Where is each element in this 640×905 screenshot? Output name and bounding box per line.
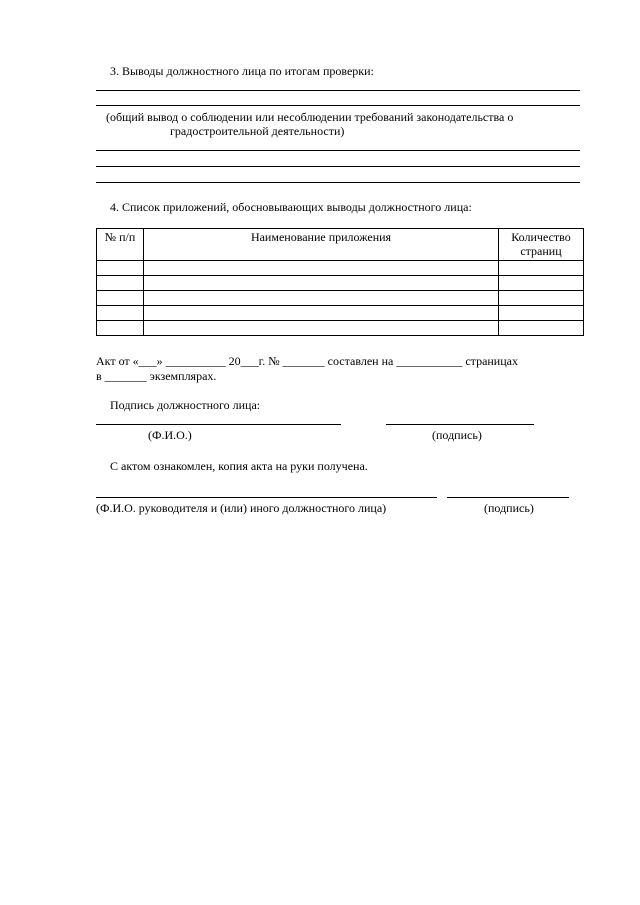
table-cell[interactable] [97, 291, 144, 306]
table-cell[interactable] [499, 276, 584, 291]
col-header-pages: Количество страниц [499, 229, 584, 261]
table-cell[interactable] [499, 261, 584, 276]
fill-line [96, 150, 580, 151]
table-cell[interactable] [499, 291, 584, 306]
section4-heading: 4. Список приложений, обосновывающих выводы должностного лица: [110, 200, 472, 214]
table-cell[interactable] [144, 291, 499, 306]
sign-caption: (подпись) [432, 428, 482, 442]
act-line2: в _______ экземплярах. [96, 369, 217, 383]
table-cell[interactable] [97, 321, 144, 336]
table-cell[interactable] [97, 306, 144, 321]
signature-line [447, 497, 569, 498]
act-line1: Акт от «___» __________ 20___г. № _______ составлен на ___________ страницах [96, 354, 518, 368]
table-cell[interactable] [499, 306, 584, 321]
table-cell[interactable] [97, 261, 144, 276]
col-header-number: № п/п [97, 229, 144, 261]
section3-heading: 3. Выводы должностного лица по итогам проверки: [110, 64, 374, 78]
fill-line [96, 90, 580, 91]
acknowledgement-text: С актом ознакомлен, копия акта на руки получена. [110, 459, 368, 473]
fill-line [96, 105, 580, 106]
table-row [97, 291, 584, 306]
section3-note-line2: градостроительной деятельности) [170, 124, 345, 138]
table-cell[interactable] [144, 321, 499, 336]
ack-sign-caption: (подпись) [484, 501, 534, 515]
table-cell[interactable] [97, 276, 144, 291]
table-header-row [97, 229, 584, 261]
table-cell[interactable] [144, 276, 499, 291]
section3-note-line1: (общий вывод о соблюдении или несоблюдении требований законодательства о [106, 110, 514, 124]
signature-label: Подпись должностного лица: [110, 398, 261, 412]
table-row [97, 321, 584, 336]
appendix-table [96, 228, 584, 336]
fill-line [96, 166, 580, 167]
table-row [97, 276, 584, 291]
table-cell[interactable] [499, 321, 584, 336]
table-cell[interactable] [144, 306, 499, 321]
table-row [97, 261, 584, 276]
col-header-name: Наименование приложения [144, 229, 499, 261]
fio-caption: (Ф.И.О.) [148, 428, 192, 442]
fill-line [96, 182, 580, 183]
table-row [97, 306, 584, 321]
signature-line [386, 424, 534, 425]
ack-fio-caption: (Ф.И.О. руководителя и (или) иного должностного лица) [96, 501, 387, 515]
fio-line [96, 497, 437, 498]
fio-line [96, 424, 341, 425]
table-cell[interactable] [144, 261, 499, 276]
